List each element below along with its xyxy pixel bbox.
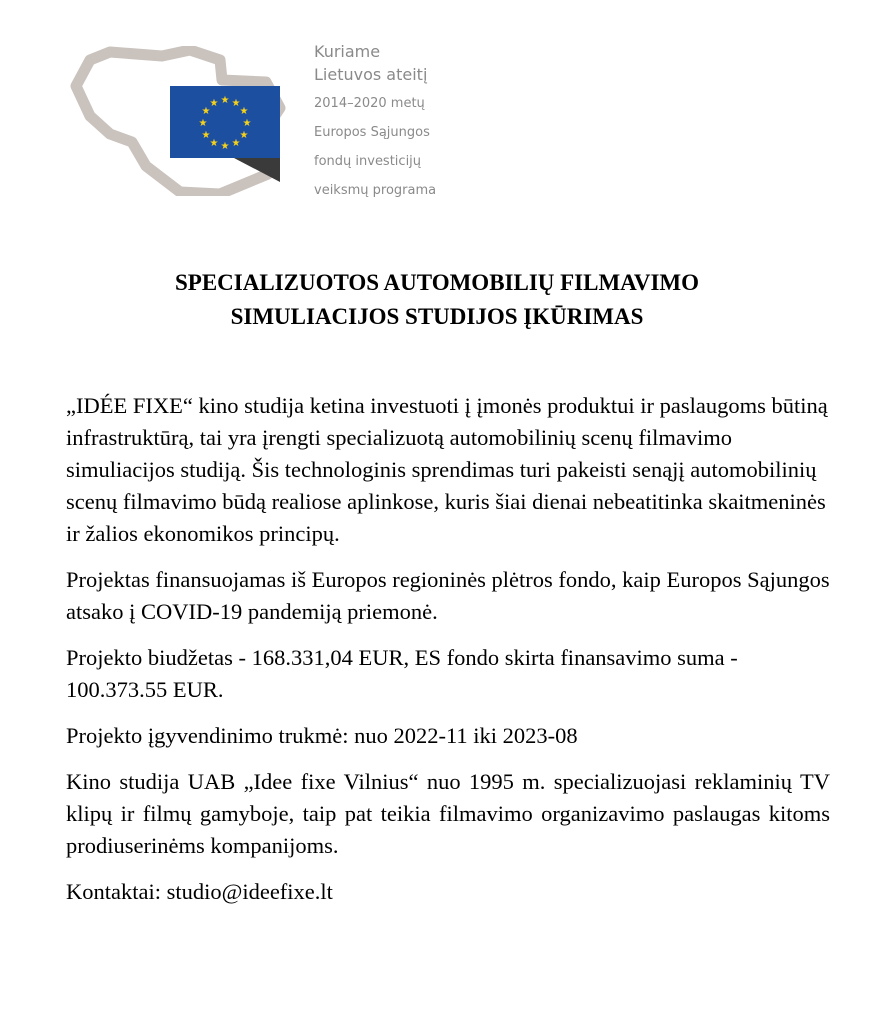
page-title [40, 266, 834, 334]
funding-paragraph: Projektas finansuojamas iš Europos regioninės plėtros fondo, kaip Europos Sąjungos atsako į COVID-19 pandemiją priemonė. [66, 567, 830, 624]
logo-slogan-line2: Lietuvos ateitį [314, 65, 428, 84]
document-body [66, 390, 830, 922]
logo-program-line3: fondų investicijų [314, 154, 422, 169]
svg-text:★: ★ [231, 138, 241, 149]
svg-text:★: ★ [242, 118, 252, 129]
logo-slogan-line1: Kuriame [314, 42, 381, 61]
duration-paragraph: Projekto įgyvendinimo trukmė: nuo 2022-11 iki 2023-08 [66, 723, 578, 748]
about-paragraph: Kino studija UAB „Idee fixe Vilnius“ nuo 1995 m. specializuojasi reklaminių TV klipų ir filmų gamyboje, taip pat teikia filmavimo organizavimo paslaugas kitoms prodiuserinėms kompanijoms. [66, 769, 830, 858]
logo-caption [314, 40, 494, 202]
svg-text:★: ★ [198, 118, 208, 129]
svg-text:★: ★ [220, 141, 230, 152]
logo-program-line4: veiksmų programa [314, 183, 437, 198]
svg-text:★: ★ [209, 138, 219, 149]
svg-text:★: ★ [209, 98, 219, 109]
title-line-2: SIMULIACIJOS STUDIJOS ĮKŪRIMAS [230, 304, 644, 329]
budget-paragraph: Projekto biudžetas - 168.331,04 EUR, ES fondo skirta finansavimo suma - 100.373.55 EUR. [66, 645, 738, 702]
logo-program-line1: 2014–2020 metų [314, 96, 425, 111]
contacts-paragraph: Kontaktai: studio@ideefixe.lt [66, 879, 333, 904]
eu-flag-map-icon [70, 46, 290, 196]
intro-paragraph: „IDÉE FIXE“ kino studija ketina investuoti į įmonės produktui ir paslaugoms būtiną infrastruktūrą, tai yra įrengti specializuotą automobilinių scenų filmavimo simuliacijos studiją. Šis technologinis sprendimas turi pakeisti senąjį automobilinių scenų filmavimo būdą realiose aplinkose, kuris šiai dienai nebeatitinka skaitmeninės ir žalios ekonomikos principų. [66, 393, 828, 546]
svg-text:★: ★ [239, 106, 249, 117]
svg-text:★: ★ [239, 130, 249, 141]
eu-funds-logo [70, 36, 490, 206]
logo-program-line2: Europos Sąjungos [314, 125, 430, 140]
svg-text:★: ★ [231, 98, 241, 109]
svg-text:★: ★ [220, 95, 230, 106]
svg-text:★: ★ [201, 130, 211, 141]
svg-text:★: ★ [201, 106, 211, 117]
title-line-1: SPECIALIZUOTOS AUTOMOBILIŲ FILMAVIMO [174, 270, 699, 295]
